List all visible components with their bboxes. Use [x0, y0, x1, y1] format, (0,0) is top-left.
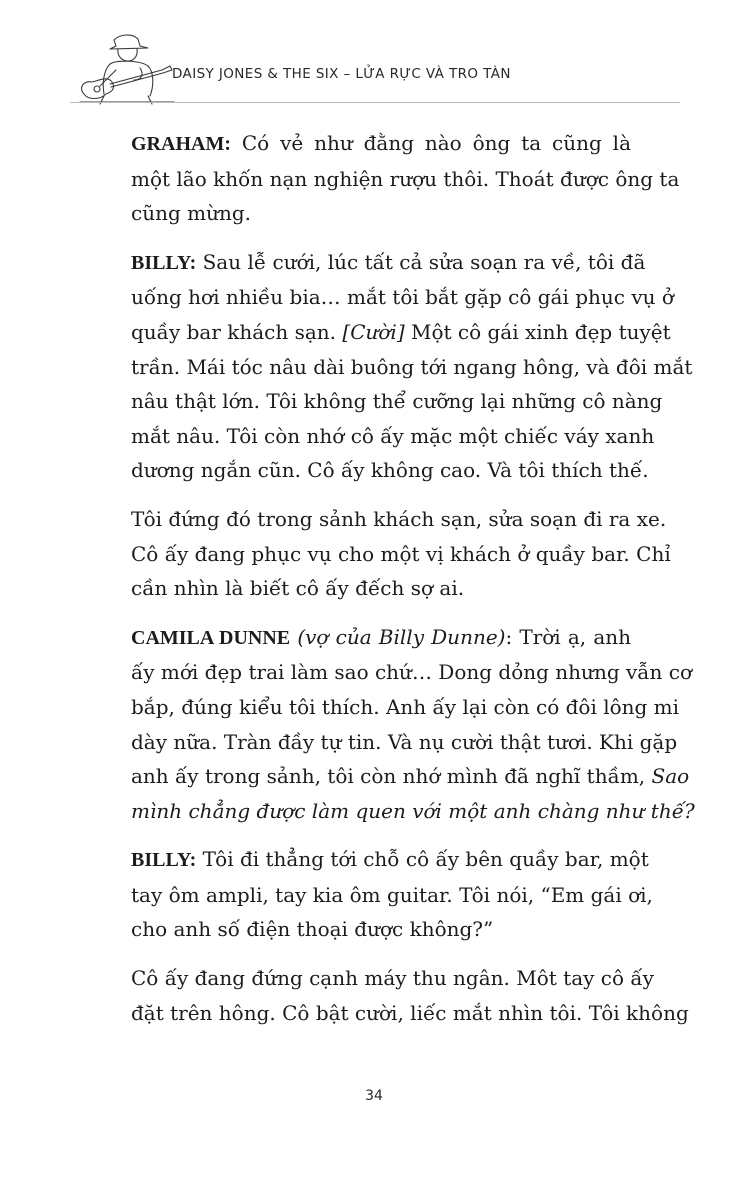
guitarist-sketch-icon	[70, 30, 180, 105]
paragraph	[131, 502, 671, 606]
body-text: cần nhìn là biết cô ấy đếch sợ ai.	[131, 576, 465, 601]
body-text: uống hơi nhiều bia… mắt tôi bắt gặp cô gái phục vụ ở	[131, 285, 674, 310]
body-text: Một cô gái xinh đẹp tuyệt	[404, 319, 671, 344]
body-text: Có vẻ như đằng nào ông ta cũng là	[230, 131, 631, 155]
italic-text: mình chẳng được làm quen với một anh chàng như thế?	[131, 798, 695, 823]
text-line	[131, 961, 654, 996]
body-text: một lão khốn nạn nghiện rượu thôi. Thoát được ông ta	[131, 166, 680, 191]
page-body	[131, 126, 695, 1044]
body-text: ấy mới đẹp trai làm sao chứ… Dong dỏng nhưng vẫn cơ	[131, 660, 693, 685]
paragraph	[131, 961, 689, 1030]
body-text: đặt trên hông. Cô bật cười, liếc mắt nhìn tôi. Tôi không	[131, 1000, 689, 1025]
body-text: dày nữa. Tràn đầy tự tin. Và nụ cười thật tươi. Khi gặp	[131, 729, 678, 754]
text-line	[131, 996, 689, 1031]
text-line	[131, 571, 631, 606]
text-line	[131, 620, 631, 656]
paragraph	[131, 620, 695, 829]
text-line	[131, 384, 663, 419]
text-line	[131, 878, 653, 913]
text-line	[131, 502, 667, 537]
paragraph	[131, 842, 653, 947]
body-text: Tôi đứng đó trong sảnh khách sạn, sửa soạn đi ra xe.	[131, 506, 667, 531]
italic-text: [Cười]	[342, 319, 405, 344]
text-line	[131, 912, 631, 947]
speaker-name: CAMILA DUNNE	[131, 626, 291, 649]
body-text: cho anh số điện thoại được không?”	[131, 917, 494, 942]
text-line	[131, 655, 693, 690]
text-line	[131, 842, 649, 878]
header-divider	[70, 102, 680, 103]
paragraph	[131, 245, 693, 488]
body-text: Sau lễ cưới, lúc tất cả sửa soạn ra về, tôi đã	[196, 249, 646, 274]
text-line	[131, 453, 649, 488]
body-text: anh ấy trong sảnh, tôi còn nhớ mình đã nghĩ thầm,	[131, 764, 652, 789]
body-text: cũng mừng.	[131, 201, 252, 226]
body-text: Cô ấy đang phục vụ cho một vị khách ở quầy bar. Chỉ	[131, 541, 671, 566]
italic-text: Sao	[651, 764, 690, 789]
body-text: : Trời ạ, anh	[505, 624, 631, 649]
body-text: nâu thật lớn. Tôi không thể cưỡng lại những cô nàng	[131, 389, 663, 414]
speaker-name: BILLY:	[131, 849, 197, 872]
text-line	[131, 280, 674, 315]
text-line	[131, 537, 671, 572]
text-line	[131, 245, 646, 281]
text-line	[131, 690, 680, 725]
speaker-name: GRAHAM:	[131, 133, 231, 155]
text-line	[131, 725, 678, 760]
page-number: 34	[365, 1088, 383, 1104]
text-line	[131, 162, 680, 197]
body-text: Tôi đi thẳng tới chỗ cô ấy bên quầy bar, một	[196, 847, 649, 872]
paragraph	[131, 126, 680, 231]
text-line	[131, 350, 693, 385]
body-text: trần. Mái tóc nâu dài buông tới ngang hông, và đôi mắt	[131, 354, 693, 379]
body-text: dương ngắn cũn. Cô ấy không cao. Và tôi thích thế.	[131, 458, 649, 483]
book-title: DAISY JONES & THE SIX – LỬA RỰC VÀ TRO TÀN	[172, 66, 511, 82]
speaker-name: BILLY:	[131, 251, 197, 274]
text-line	[131, 794, 695, 829]
text-line	[131, 196, 631, 231]
body-text: mắt nâu. Tôi còn nhớ cô ấy mặc một chiếc váy xanh	[131, 423, 655, 448]
text-line	[131, 126, 631, 162]
body-text: Cô ấy đang đứng cạnh máy thu ngân. Môt tay cô ấy	[131, 966, 654, 991]
body-text: tay ôm ampli, tay kia ôm guitar. Tôi nói, “Em gái ơi,	[131, 882, 653, 907]
body-text: quầy bar khách sạn.	[131, 319, 343, 344]
text-line	[131, 419, 655, 454]
italic-text: (vợ của Billy Dunne)	[297, 624, 506, 649]
body-text: bắp, đúng kiểu tôi thích. Anh ấy lại còn có đôi lông mi	[131, 694, 680, 719]
text-line	[131, 759, 690, 794]
text-line	[131, 315, 671, 350]
running-header	[70, 30, 690, 110]
